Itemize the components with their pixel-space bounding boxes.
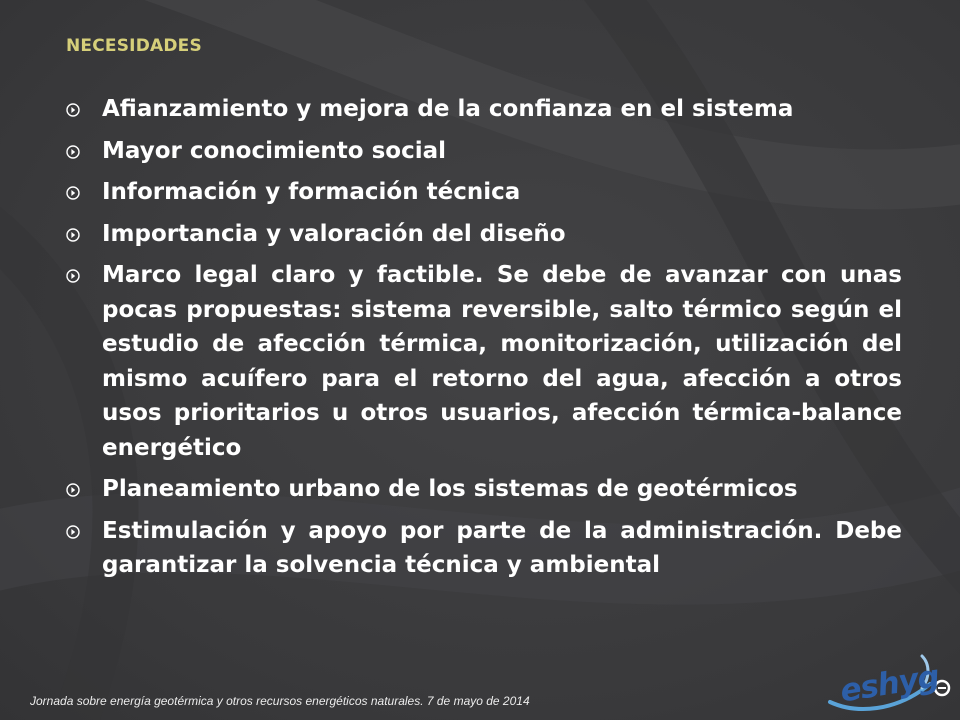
bullet-text: Importancia y valoración del diseño xyxy=(102,220,566,247)
bullet-text: Estimulación y apoyo por parte de la administración. Debe garantizar la solvencia técnica y ambiental xyxy=(102,517,902,578)
bullet-item-2 xyxy=(62,134,902,169)
circled-arrow-icon xyxy=(66,269,80,283)
slide-title: NECESIDADES xyxy=(66,36,202,56)
bullet-list xyxy=(62,92,902,590)
bullet-item-7 xyxy=(62,514,902,583)
bullet-text: Planeamiento urbano de los sistemas de geotérmicos xyxy=(102,476,798,502)
logo-wordmark: eshyg xyxy=(837,658,942,710)
bullet-text: Marco legal claro y factible. Se debe de avanzar con unas pocas propuestas: sistema reversible, salto térmico según el estudio de afección térmica, monitorización, utilización del mismo acuífero para el retorno del agua, afección a otros usos prioritarios u otros usuarios, afección térmica-balance energético xyxy=(102,262,902,461)
circled-arrow-icon xyxy=(66,103,80,117)
bullet-item-6 xyxy=(62,472,902,507)
circled-arrow-icon xyxy=(66,525,80,539)
circled-arrow-icon xyxy=(66,145,80,159)
bullet-text: Afianzamiento y mejora de la confianza en el sistema xyxy=(102,96,794,122)
footer-caption: Jornada sobre energía geotérmica y otros recursos energéticos naturales. 7 de mayo de 2014 xyxy=(30,694,530,708)
bullet-item-4 xyxy=(62,217,902,252)
circled-arrow-icon xyxy=(66,228,80,242)
bullet-item-3 xyxy=(62,175,902,210)
circled-arrow-icon xyxy=(66,483,80,497)
bullet-text: Mayor conocimiento social xyxy=(102,137,447,164)
circled-arrow-icon xyxy=(66,186,80,200)
bullet-item-5 xyxy=(62,258,902,465)
eshyg-logo xyxy=(826,648,954,716)
bullet-text: Información y formación técnica xyxy=(102,179,521,205)
bullet-item-1 xyxy=(62,92,902,127)
